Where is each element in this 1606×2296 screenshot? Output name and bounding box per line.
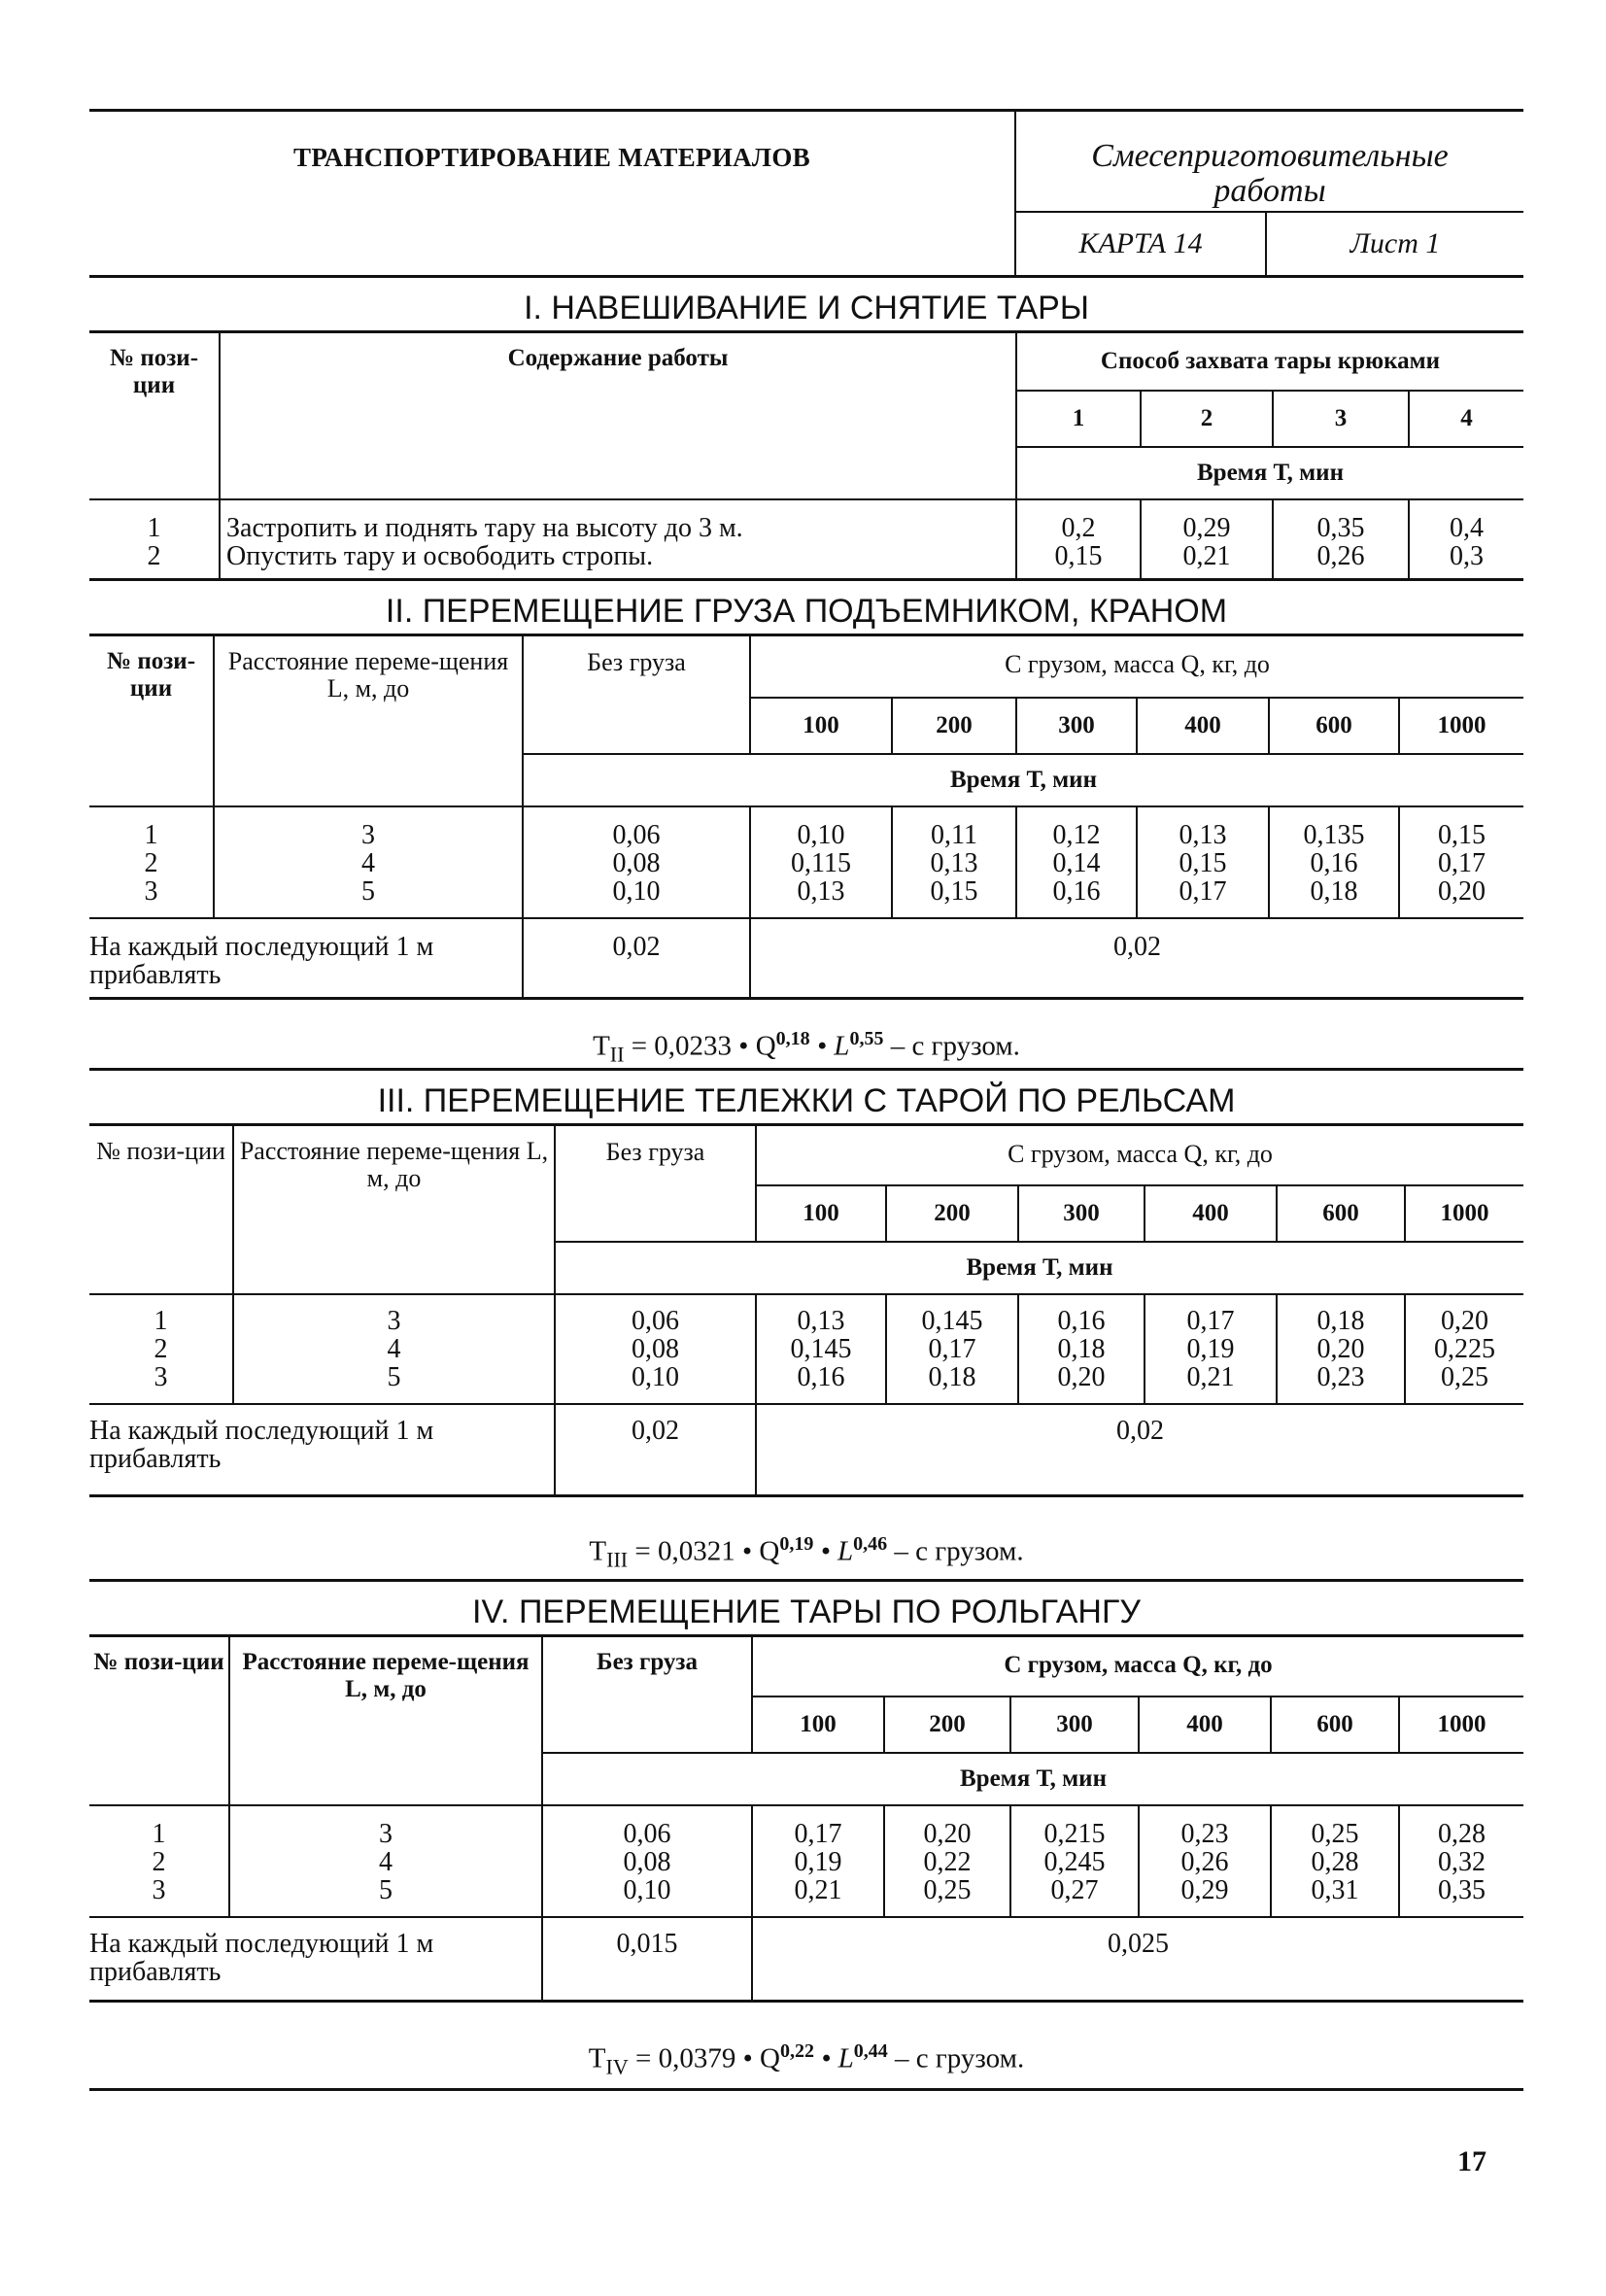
header-card-row [1016, 213, 1523, 275]
section4-each-empty: 0,015 [542, 1917, 752, 2002]
formula-tail: – с грузом. [887, 1535, 1024, 1567]
section2-load200-cell [892, 806, 1016, 918]
section3-load300-cell [1018, 1294, 1145, 1404]
section3-empty: 0,10 [632, 1362, 679, 1392]
section2-load-200: 200 [892, 698, 1016, 754]
section1-m2-cell [1141, 499, 1273, 580]
section1-method-1: 1 [1016, 391, 1141, 447]
header-right [1016, 112, 1523, 275]
section3-load600-cell [1277, 1294, 1405, 1404]
section3-pos-cell [89, 1294, 233, 1404]
formula-symbol: T [588, 2042, 606, 2074]
formula-exponent-l: 0,44 [853, 2040, 888, 2062]
section2-value: 0,10 [797, 820, 845, 850]
section3-value: 0,16 [1057, 1306, 1106, 1336]
section3-load1000-cell [1405, 1294, 1523, 1404]
section3-load400-cell [1145, 1294, 1277, 1404]
formula-mid: • L [813, 1535, 854, 1567]
section3-value: 0,16 [797, 1362, 845, 1392]
section3-dist: 4 [387, 1334, 401, 1364]
section4-value: 0,35 [1438, 1875, 1486, 1905]
section2-value: 0,18 [1310, 876, 1358, 907]
section1-pos-1: 1 [147, 513, 161, 543]
section4-table [89, 1637, 1523, 2003]
section2-load1000-cell [1399, 806, 1523, 918]
section2-empty: 0,08 [612, 848, 661, 878]
formula-subscript: II [609, 1042, 625, 1067]
section3-value: 0,145 [790, 1334, 852, 1364]
section1-pos-cell [89, 499, 220, 580]
section4-load-300: 300 [1010, 1696, 1139, 1753]
section2-load600-cell [1269, 806, 1399, 918]
section4-empty-cell [542, 1805, 752, 1917]
section1-method-3: 3 [1273, 391, 1409, 447]
section3-value: 0,23 [1316, 1362, 1365, 1392]
section3-col-load: С грузом, масса Q, кг, до [756, 1126, 1523, 1185]
section3-each-row [89, 1404, 1523, 1496]
section1-m4-cell [1409, 499, 1523, 580]
section4-value: 0,31 [1311, 1875, 1359, 1905]
section3-value: 0,18 [1316, 1306, 1365, 1336]
section2-time-label: Время Т, мин [523, 754, 1523, 806]
section1-pos-2: 2 [147, 541, 161, 571]
section3-col-dist: Расстояние переме-щения L, м, до [233, 1126, 555, 1294]
section2-pos-cell [89, 806, 214, 918]
section4-pos: 1 [152, 1819, 166, 1849]
section2-value: 0,115 [791, 848, 851, 878]
section3-value: 0,18 [928, 1362, 976, 1392]
section1-col-method: Способ захвата тары крюками [1016, 333, 1523, 391]
formula-mid: • L [813, 2042, 854, 2074]
section4-value: 0,215 [1043, 1819, 1106, 1849]
section1-time-label: Время Т, мин [1016, 447, 1523, 499]
section4-load200-cell [884, 1805, 1010, 1917]
section1-method-4: 4 [1409, 391, 1523, 447]
section2-each-label: На каждый последующий 1 м прибавлять [89, 918, 523, 999]
section1-text-2: Опустить тару и освободить стропы. [226, 541, 654, 571]
formula-exponent-q: 0,18 [775, 1028, 810, 1049]
section3-value: 0,20 [1057, 1362, 1106, 1392]
section2-value: 0,16 [1052, 876, 1101, 907]
section4-load-200: 200 [884, 1696, 1010, 1753]
section4-col-pos: № пози-ции [93, 1649, 224, 1675]
section4-pos-cell [89, 1805, 229, 1917]
section3-each-empty: 0,02 [555, 1404, 756, 1496]
section3-dist: 5 [387, 1362, 401, 1392]
section3-load-400: 400 [1145, 1185, 1277, 1242]
section3-load-100: 100 [756, 1185, 886, 1242]
section4-pos: 2 [152, 1847, 166, 1877]
formula-subscript: IV [605, 2054, 629, 2079]
card-number: КАРТА 14 [1016, 213, 1267, 275]
section2-pos: 2 [144, 848, 158, 878]
section3-value: 0,18 [1057, 1334, 1106, 1364]
section1-table [89, 333, 1523, 581]
section3-each-loaded: 0,02 [756, 1404, 1523, 1496]
section4-empty: 0,06 [623, 1819, 671, 1849]
formula-exponent-q: 0,19 [779, 1533, 814, 1555]
section2-load300-cell [1016, 806, 1137, 918]
section2-formula [89, 1000, 1523, 1071]
section4-pos: 3 [152, 1875, 166, 1905]
section4-value: 0,26 [1180, 1847, 1229, 1877]
section2-load400-cell [1137, 806, 1269, 918]
section3-empty: 0,06 [632, 1306, 679, 1336]
section4-load400-cell [1139, 1805, 1271, 1917]
section4-data-row [89, 1805, 1523, 1917]
section4-time-label: Время Т, мин [542, 1753, 1523, 1805]
header-subtitle [1016, 112, 1523, 213]
section3-load100-cell [756, 1294, 886, 1404]
section4-empty: 0,08 [623, 1847, 671, 1877]
section2-each-loaded: 0,02 [750, 918, 1523, 999]
section4-dist: 5 [379, 1875, 393, 1905]
section4-load100-cell [752, 1805, 884, 1917]
section3-load-600: 600 [1277, 1185, 1405, 1242]
page-number: 17 [1457, 2145, 1486, 2177]
section2-value: 0,15 [930, 876, 978, 907]
sheet-number: Лист 1 [1350, 227, 1441, 259]
section3-value: 0,20 [1316, 1334, 1365, 1364]
section4-load-1000: 1000 [1399, 1696, 1523, 1753]
section2-data-row [89, 806, 1523, 918]
formula-subscript: III [606, 1547, 629, 1572]
formula-eq: = 0,0321 • Q [628, 1535, 780, 1567]
section1-value: 0,35 [1316, 513, 1365, 543]
section2-value: 0,20 [1438, 876, 1486, 907]
section2-value: 0,15 [1438, 820, 1486, 850]
section2-value: 0,17 [1179, 876, 1227, 907]
section2-value: 0,15 [1179, 848, 1227, 878]
formula-symbol: T [593, 1030, 610, 1062]
section4-col-load: С грузом, масса Q, кг, до [752, 1637, 1523, 1696]
section2-empty: 0,06 [612, 820, 661, 850]
section4-value: 0,28 [1438, 1819, 1486, 1849]
section4-dist: 4 [379, 1847, 393, 1877]
section2-value: 0,13 [797, 876, 845, 907]
section4-value: 0,21 [794, 1875, 842, 1905]
section4-value: 0,28 [1311, 1847, 1359, 1877]
section4-col-dist: Расстояние переме-щения L, м, до [229, 1637, 542, 1805]
section2-each-row [89, 918, 1523, 999]
section3-value: 0,225 [1434, 1334, 1495, 1364]
section4-load1000-cell [1399, 1805, 1523, 1917]
section3-value: 0,25 [1441, 1362, 1488, 1392]
section4-value: 0,25 [923, 1875, 972, 1905]
section3-load-300: 300 [1018, 1185, 1145, 1242]
section3-load-200: 200 [886, 1185, 1018, 1242]
section4-value: 0,32 [1438, 1847, 1486, 1877]
section2-value: 0,17 [1438, 848, 1486, 878]
section2-value: 0,13 [1179, 820, 1227, 850]
section1-value: 0,26 [1316, 541, 1365, 571]
section2-dist: 5 [361, 876, 375, 907]
formula-symbol: T [589, 1535, 607, 1567]
section3-value: 0,17 [928, 1334, 976, 1364]
section2-load-600: 600 [1269, 698, 1399, 754]
section4-each-label: На каждый последующий 1 м прибавлять [89, 1917, 542, 2002]
section3-pos: 3 [154, 1362, 168, 1392]
section3-pos: 1 [154, 1306, 168, 1336]
section4-value: 0,245 [1043, 1847, 1106, 1877]
section2-load100-cell [750, 806, 892, 918]
section1-title: I. НАВЕШИВАНИЕ И СНЯТИЕ ТАРЫ [89, 278, 1523, 333]
section4-value: 0,29 [1180, 1875, 1229, 1905]
section1-col-pos: № пози-ции [109, 345, 199, 398]
section3-value: 0,20 [1441, 1306, 1488, 1336]
section2-value: 0,11 [931, 820, 977, 850]
section4-load600-cell [1271, 1805, 1399, 1917]
section4-dist-cell [229, 1805, 542, 1917]
section2-value: 0,12 [1052, 820, 1101, 850]
section3-value: 0,17 [1186, 1306, 1235, 1336]
formula-tail: – с грузом. [887, 2042, 1025, 2074]
section2-load-1000: 1000 [1399, 698, 1523, 754]
section4-value: 0,20 [923, 1819, 972, 1849]
section2-col-load: С грузом, масса Q, кг, до [750, 636, 1523, 698]
section3-dist-cell [233, 1294, 555, 1404]
formula-exponent-q: 0,22 [779, 2040, 814, 2062]
header-subtitle-line2: работы [1213, 173, 1326, 209]
section3-value: 0,19 [1186, 1334, 1235, 1364]
section4-load-100: 100 [752, 1696, 884, 1753]
section2-dist: 3 [361, 820, 375, 850]
section4-load300-cell [1010, 1805, 1139, 1917]
section1-col-content: Содержание работы [220, 333, 1016, 499]
section1-value: 0,29 [1182, 513, 1231, 543]
section3-load200-cell [886, 1294, 1018, 1404]
formula-exponent-l: 0,46 [853, 1533, 888, 1555]
section4-col-empty: Без груза [542, 1637, 752, 1753]
section4-empty: 0,10 [623, 1875, 671, 1905]
section4-value: 0,23 [1180, 1819, 1229, 1849]
section2-pos: 3 [144, 876, 158, 907]
section2-table [89, 636, 1523, 1000]
section2-load-400: 400 [1137, 698, 1269, 754]
formula-tail: – с грузом. [883, 1030, 1020, 1062]
section2-col-dist: Расстояние переме-щения L, м, до [214, 636, 523, 806]
section3-dist: 3 [387, 1306, 401, 1336]
section2-dist-cell [214, 806, 523, 918]
section3-load-1000: 1000 [1405, 1185, 1523, 1242]
section2-value: 0,135 [1303, 820, 1365, 850]
section4-value: 0,22 [923, 1847, 972, 1877]
section4-title: IV. ПЕРЕМЕЩЕНИЕ ТАРЫ ПО РОЛЬГАНГУ [89, 1582, 1523, 1637]
section2-title: II. ПЕРЕМЕЩЕНИЕ ГРУЗА ПОДЪЕМНИКОМ, КРАНОМ [89, 581, 1523, 636]
section4-value: 0,25 [1311, 1819, 1359, 1849]
formula-mid: • L [809, 1030, 850, 1062]
section3-formula [89, 1497, 1523, 1582]
section2-pos: 1 [144, 820, 158, 850]
formula-exponent-l: 0,55 [849, 1028, 884, 1049]
section3-value: 0,21 [1186, 1362, 1235, 1392]
section3-value: 0,13 [797, 1306, 845, 1336]
section2-col-empty: Без груза [523, 636, 750, 754]
section3-empty: 0,08 [632, 1334, 679, 1364]
section1-value: 0,15 [1054, 541, 1103, 571]
section1-m3-cell [1273, 499, 1409, 580]
section2-dist: 4 [361, 848, 375, 878]
section3-col-empty: Без груза [555, 1126, 756, 1242]
section3-time-label: Время Т, мин [555, 1242, 1523, 1294]
section2-value: 0,13 [930, 848, 978, 878]
section1-text-1: Застропить и поднять тару на высоту до 3 м. [226, 513, 743, 543]
section4-dist: 3 [379, 1819, 393, 1849]
section1-value: 0,3 [1450, 541, 1484, 571]
header-subtitle-line1: Смесеприготовительные [1091, 138, 1449, 174]
section3-pos: 2 [154, 1334, 168, 1364]
section2-value: 0,14 [1052, 848, 1101, 878]
section1-m1-cell [1016, 499, 1141, 580]
section4-load-600: 600 [1271, 1696, 1399, 1753]
section1-text-cell [220, 499, 1016, 580]
section3-empty-cell [555, 1294, 756, 1404]
section4-value: 0,19 [794, 1847, 842, 1877]
section2-value: 0,16 [1310, 848, 1358, 878]
section3-each-label: На каждый последующий 1 м прибавлять [89, 1404, 555, 1496]
section4-load-400: 400 [1139, 1696, 1271, 1753]
section3-value: 0,145 [921, 1306, 983, 1336]
section4-value: 0,27 [1050, 1875, 1099, 1905]
document-header [89, 109, 1523, 278]
section2-each-empty: 0,02 [523, 918, 750, 999]
section3-col-pos: № пози-ции [96, 1137, 225, 1165]
formula-eq: = 0,0379 • Q [628, 2042, 780, 2074]
section1-value: 0,21 [1182, 541, 1231, 571]
section4-each-row [89, 1917, 1523, 2002]
section3-table [89, 1126, 1523, 1497]
section4-value: 0,17 [794, 1819, 842, 1849]
section2-load-100: 100 [750, 698, 892, 754]
section3-title: III. ПЕРЕМЕЩЕНИЕ ТЕЛЕЖКИ С ТАРОЙ ПО РЕЛЬСАМ [89, 1071, 1523, 1126]
section2-empty-cell [523, 806, 750, 918]
header-title: ТРАНСПОРТИРОВАНИЕ МАТЕРИАЛОВ [89, 112, 1016, 275]
formula-eq: = 0,0233 • Q [624, 1030, 776, 1062]
section4-each-loaded: 0,025 [752, 1917, 1523, 2002]
section2-empty: 0,10 [612, 876, 661, 907]
section2-col-pos: № пози-ции [106, 648, 196, 702]
section2-load-300: 300 [1016, 698, 1137, 754]
document-page [89, 109, 1523, 2091]
section1-method-2: 2 [1141, 391, 1273, 447]
section3-data-row [89, 1294, 1523, 1404]
section1-value: 0,2 [1061, 513, 1096, 543]
section4-formula [89, 2003, 1523, 2091]
section1-value: 0,4 [1450, 513, 1484, 543]
